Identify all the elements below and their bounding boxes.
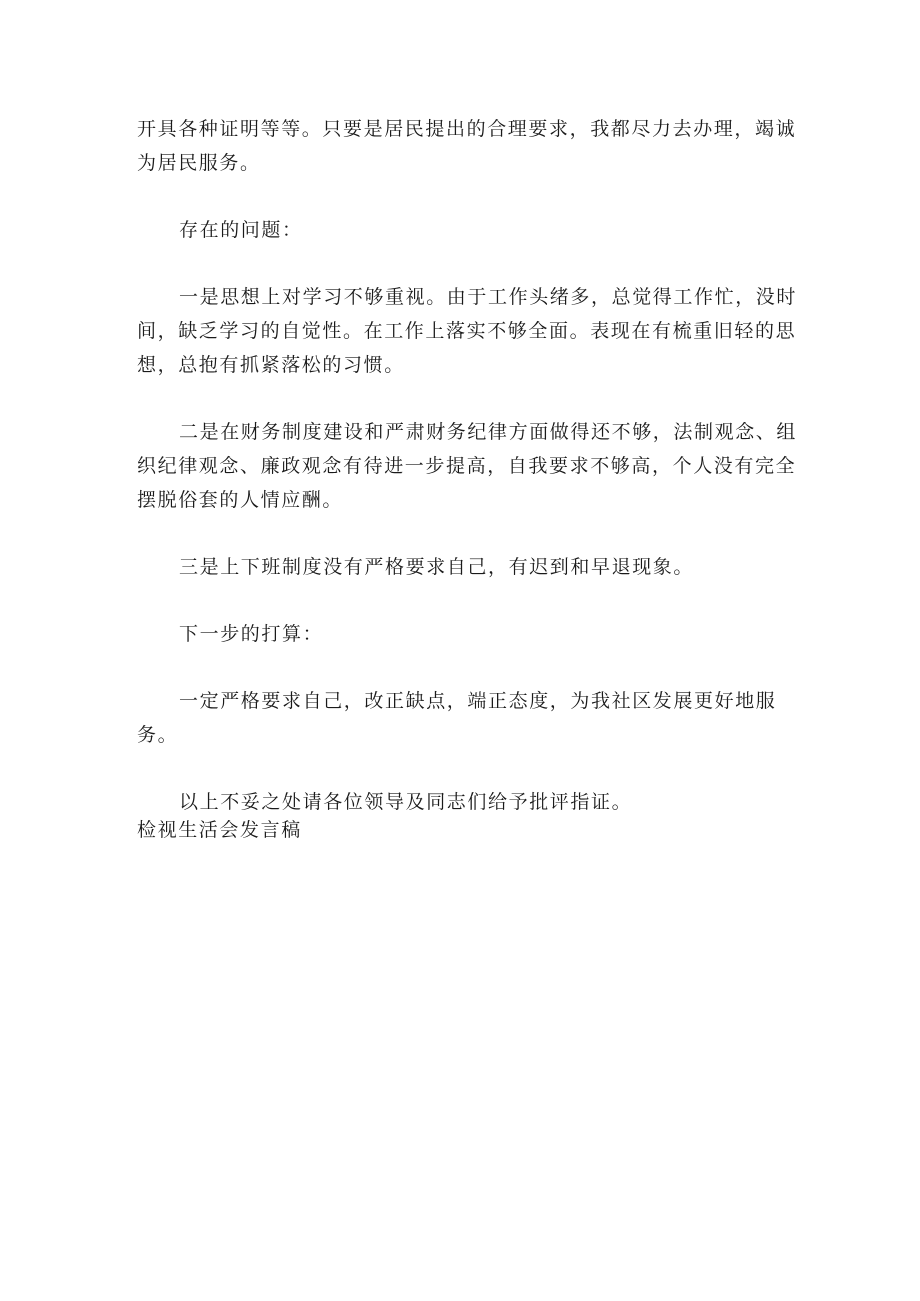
heading-next-steps: 下一步的打算：: [179, 623, 324, 645]
paragraph-next-steps: 一定严格要求自己，改正缺点，端正态度，为我社区发展更好地服务。: [137, 690, 777, 746]
paragraph-closing: 以上不妥之处请各位领导及同志们给予批评指证。: [179, 791, 633, 813]
paragraph-continuation: 开具各种证明等等。只要是居民提出的合理要求，我都尽力去办理，竭诚为居民服务。: [137, 118, 797, 174]
paragraph-problem-one: 一是思想上对学习不够重视。由于工作头绪多，总觉得工作忙，没时间，缺乏学习的自觉性。在工作上落实不够全面。表现在有梳重旧轻的思想，总抱有抓紧落松的习惯。: [137, 286, 798, 376]
heading-existing-problems: 存在的问题：: [179, 219, 303, 241]
footer-title: 检视生活会发言稿: [137, 819, 302, 841]
paragraph-problem-two: 二是在财务制度建设和严肃财务纪律方面做得还不够，法制观念、组织纪律观念、廉政观念有待进一步提高，自我要求不够高，个人没有完全摆脱俗套的人情应酬。: [137, 421, 798, 511]
document-body: [137, 112, 797, 845]
paragraph-problem-three: 三是上下班制度没有严格要求自己，有迟到和早退现象。: [179, 556, 695, 578]
